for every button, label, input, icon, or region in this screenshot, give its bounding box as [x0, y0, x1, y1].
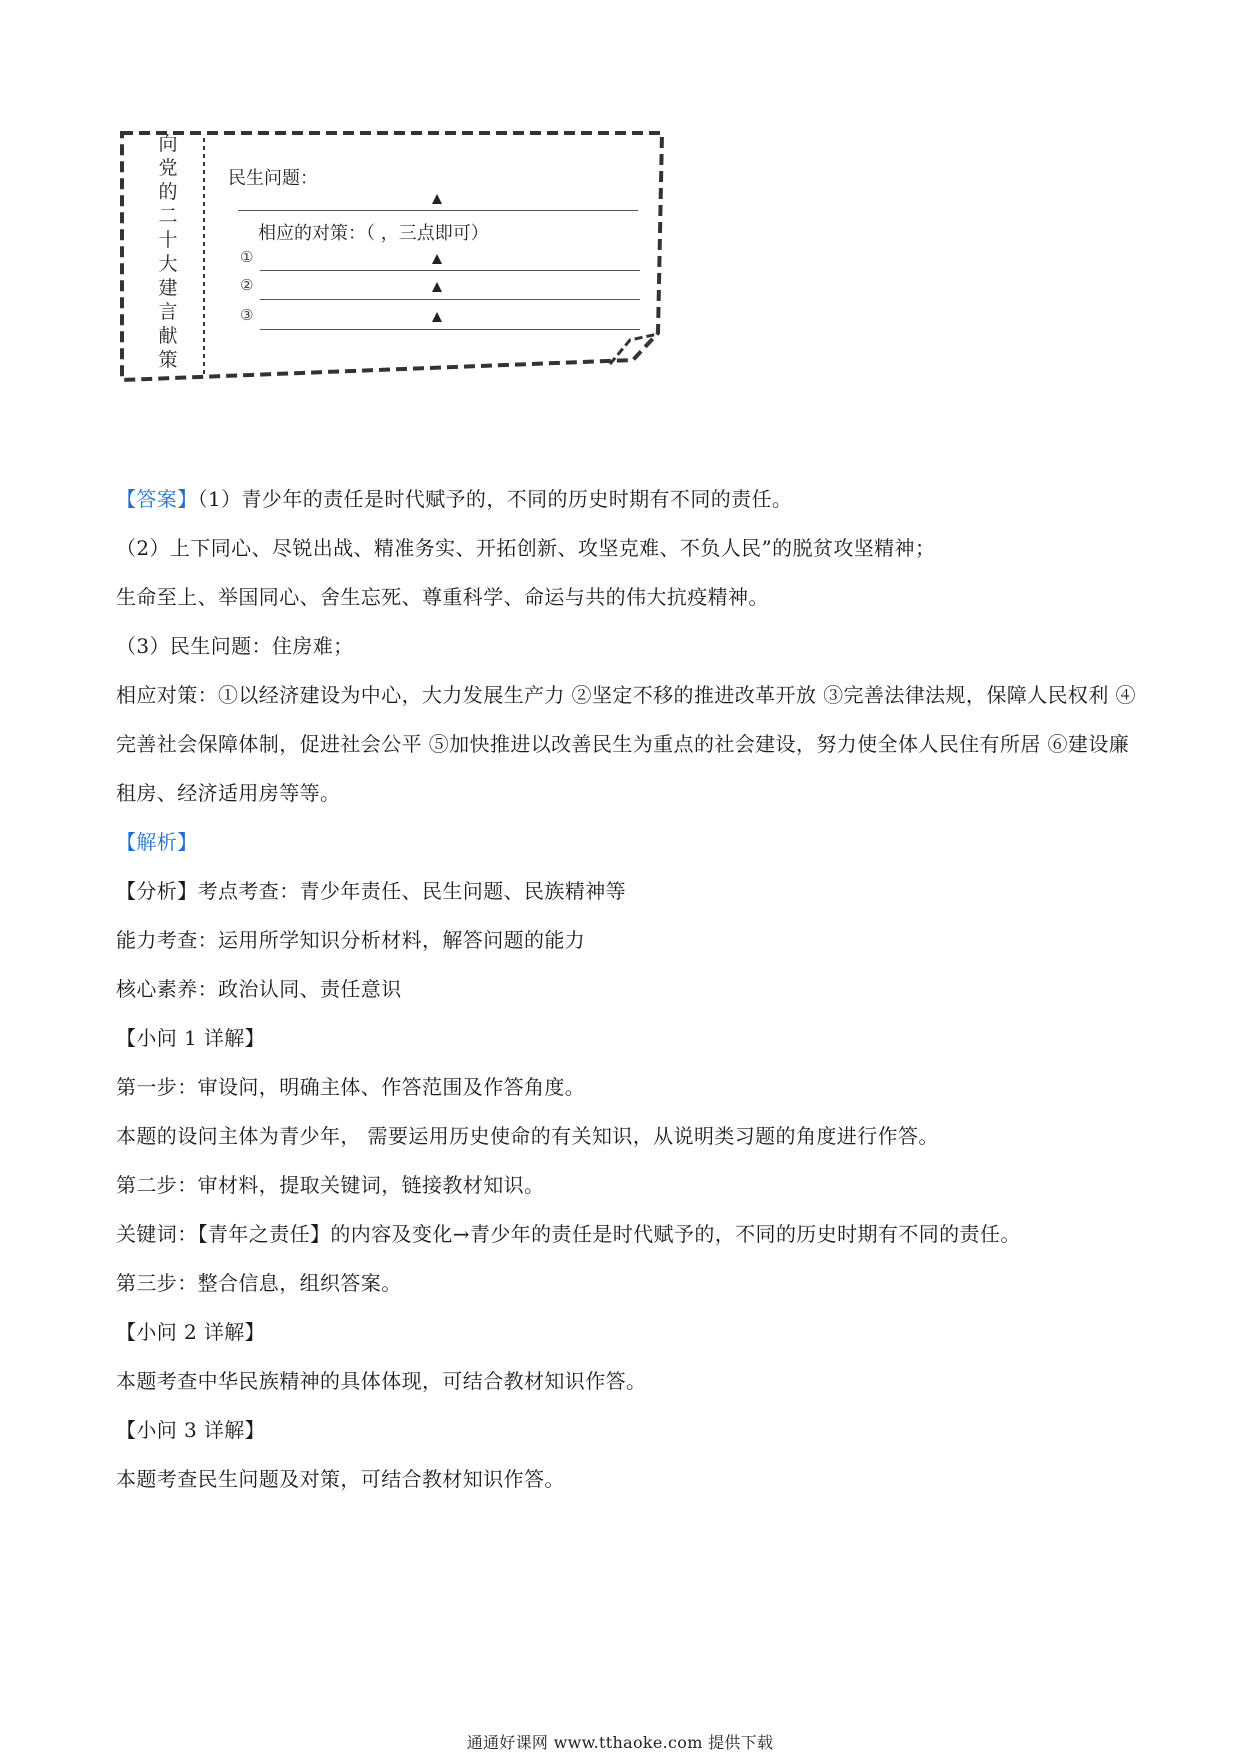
analysis-line: 本题考查民生问题及对策，可结合教材知识作答。	[116, 1467, 565, 1491]
marker-1: ①	[240, 248, 254, 266]
answer-line-3: 生命至上、举国同心、舍生忘死、尊重科学、命运与共的伟大抗疫精神。	[116, 585, 769, 609]
answer-line	[260, 329, 640, 330]
analysis-line: 【分析】考点考查：青少年责任、民生问题、民族精神等	[116, 879, 626, 903]
answer-line	[238, 210, 638, 211]
title-char: 的	[158, 181, 178, 203]
answer-line-2: （2）上下同心、尽锐出战、精准务实、开拓创新、攻坚克难、不负人民”的脱贫攻坚精神；	[116, 536, 936, 560]
answer-blank-marker	[432, 312, 442, 322]
answer-line	[260, 299, 640, 300]
livelihood-prompt-label: 民生问题：	[228, 168, 318, 189]
title-char: 二	[158, 205, 178, 227]
analysis-line: 本题考查中华民族精神的具体体现，可结合教材知识作答。	[116, 1369, 647, 1393]
answer-blank-marker	[432, 282, 442, 292]
answer-line-1: 【答案】（1）青少年的责任是时代赋予的，不同的历史时期有不同的责任。	[116, 487, 793, 511]
marker-3: ③	[240, 306, 254, 324]
analysis-line: 第一步：审设问，明确主体、作答范围及作答角度。	[116, 1075, 586, 1099]
analysis-line: 本题的设问主体为青少年， 需要运用历史使命的有关知识，从说明类习题的角度进行作答。	[116, 1124, 939, 1148]
analysis-line: 关键词：【青年之责任】的内容及变化→青少年的责任是时代赋予的，不同的历史时期有不同的责任。	[116, 1222, 1021, 1246]
answer-tag: 【答案】	[116, 487, 198, 511]
solution-text	[116, 475, 1136, 1504]
title-char: 言	[158, 301, 178, 323]
analysis-line: 核心素养：政治认同、责任意识	[116, 977, 402, 1001]
answer-measures-paragraph: 相应对策：①以经济建设为中心，大力发展生产力 ②坚定不移的推进改革开放 ③完善法律法规，保障人民权利 ④完善社会保障体制，促进社会公平 ⑤加快推进以改善民生为重点的社会建设，努力使全体人民住有所居 ⑥建设廉租房、经济适用房等等。	[116, 683, 1136, 805]
analysis-line: 能力考查：运用所学知识分析材料，解答问题的能力	[116, 928, 586, 952]
title-char: 大	[158, 253, 178, 275]
subquestion-2-heading: 【小问 2 详解】	[116, 1320, 266, 1344]
dashed-frame	[118, 128, 666, 388]
page-footer: 通通好课网 www.tthaoke.com 提供下载	[466, 1733, 774, 1752]
title-char: 建	[158, 277, 178, 299]
title-char: 十	[158, 229, 178, 251]
title-char: 策	[158, 349, 178, 371]
vertical-title	[148, 132, 188, 372]
worksheet-card	[118, 128, 666, 388]
title-char: 党	[158, 157, 178, 179]
answer-line-4: （3）民生问题：住房难；	[116, 634, 354, 658]
answer-line	[260, 270, 640, 271]
subquestion-3-heading: 【小问 3 详解】	[116, 1418, 266, 1442]
analysis-line: 第三步：整合信息，组织答案。	[116, 1271, 402, 1295]
answer-blank-marker	[432, 194, 442, 204]
subquestion-1-heading: 【小问 1 详解】	[116, 1026, 266, 1050]
analysis-line: 第二步：审材料，提取关键词，链接教材知识。	[116, 1173, 545, 1197]
measures-prompt-label: 相应的对策：（ ，三点即可）	[258, 223, 489, 244]
title-char: 向	[158, 133, 178, 155]
answer-blank-marker	[432, 254, 442, 264]
marker-2: ②	[240, 276, 254, 294]
analysis-tag: 【解析】	[116, 830, 198, 854]
title-char: 献	[158, 325, 178, 347]
